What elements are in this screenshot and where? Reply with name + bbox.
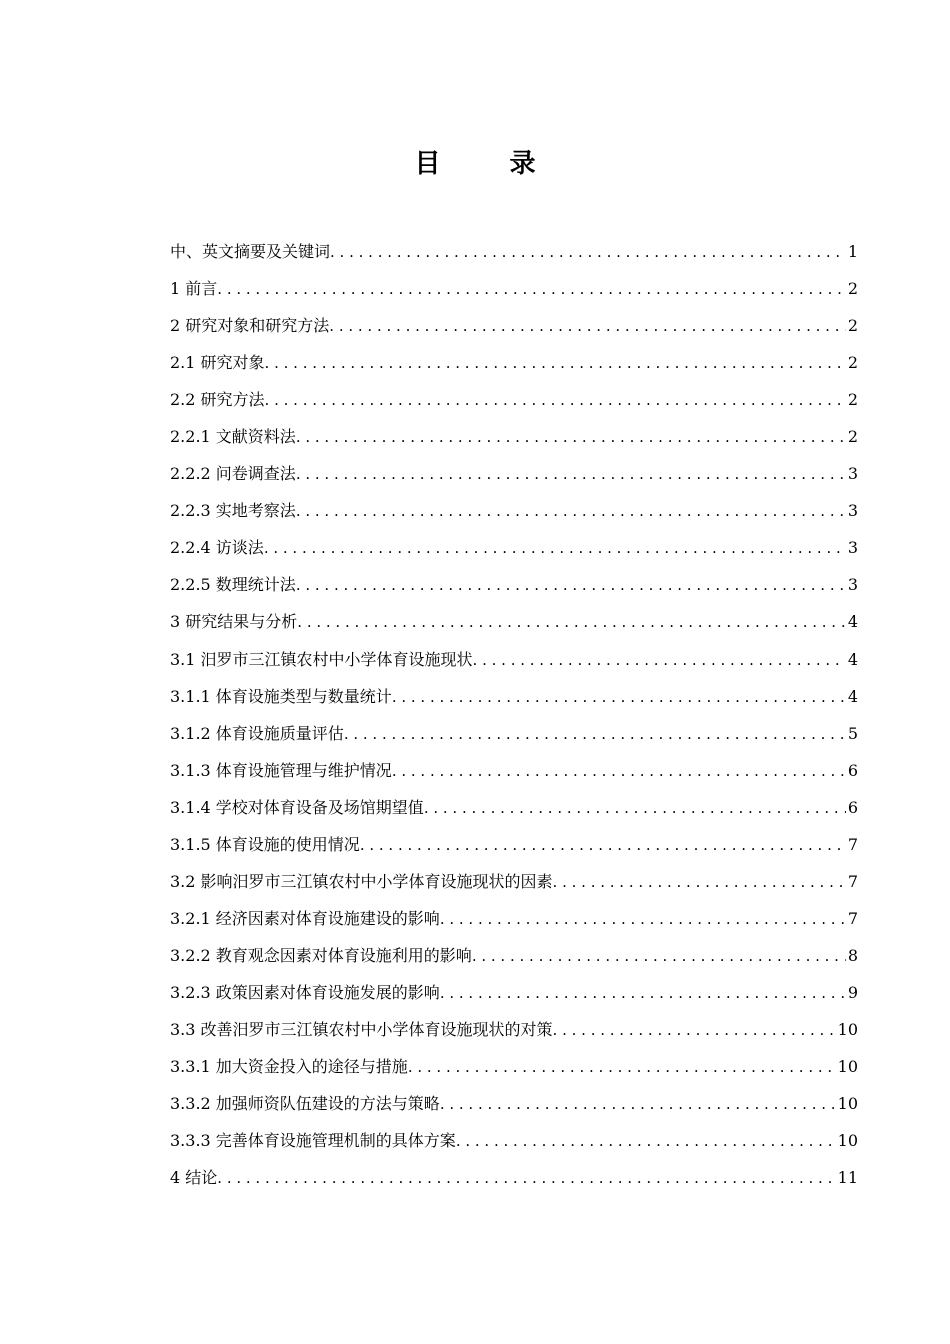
toc-dot-leader — [296, 573, 846, 597]
toc-entry-text: 2 研究对象和研究方法 — [170, 316, 330, 336]
toc-entry-page-number: 3 — [847, 575, 858, 595]
toc-entry-text: 3.2.2 教育观念因素对体育设施利用的影响 — [170, 945, 472, 965]
toc-entry-page-number: 10 — [837, 1131, 858, 1151]
toc-entry[interactable] — [170, 499, 858, 536]
toc-entry[interactable] — [170, 1018, 858, 1055]
toc-entry-text: 3.3.3 完善体育设施管理机制的具体方案 — [170, 1131, 456, 1151]
toc-entry[interactable] — [170, 610, 858, 647]
toc-entry[interactable] — [170, 685, 858, 722]
toc-entry[interactable] — [170, 759, 858, 796]
toc-dot-leader — [330, 240, 846, 264]
toc-dot-leader — [456, 1129, 836, 1153]
toc-entry-page-number: 3 — [847, 501, 858, 521]
toc-dot-leader — [296, 499, 846, 523]
toc-entry-text: 3.1.4 学校对体育设备及场馆期望值 — [170, 797, 424, 817]
toc-dot-leader — [392, 685, 846, 709]
toc-entry-text: 3.1.1 体育设施类型与数量统计 — [170, 686, 392, 706]
toc-dot-leader — [408, 1055, 836, 1079]
toc-entry[interactable] — [170, 573, 858, 610]
toc-entry-page-number: 3 — [847, 464, 858, 484]
toc-entry-text: 3.2.3 政策因素对体育设施发展的影响 — [170, 982, 440, 1002]
toc-entry-text: 3.1.2 体育设施质量评估 — [170, 723, 344, 743]
toc-entry[interactable] — [170, 536, 858, 573]
toc-entry-text: 中、英文摘要及关键词 — [170, 242, 331, 261]
toc-entry[interactable] — [170, 981, 858, 1018]
toc-entry-page-number: 6 — [847, 797, 858, 817]
toc-entry-page-number: 2 — [847, 390, 858, 410]
toc-dot-leader — [265, 388, 846, 412]
toc-dot-leader — [360, 833, 846, 857]
toc-dot-leader — [217, 1166, 835, 1190]
toc-entry[interactable] — [170, 907, 858, 944]
toc-entry-page-number: 10 — [837, 1094, 858, 1114]
toc-entry[interactable] — [170, 796, 858, 833]
toc-dot-leader — [296, 462, 846, 486]
toc-entry-page-number: 8 — [847, 945, 858, 965]
toc-entry[interactable] — [170, 425, 858, 462]
toc-entry-text: 1 前言 — [170, 279, 218, 299]
toc-entry-page-number: 3 — [847, 538, 858, 558]
toc-dot-leader — [553, 1018, 836, 1042]
toc-entry-page-number: 5 — [847, 723, 858, 743]
toc-entry[interactable] — [170, 462, 858, 499]
toc-dot-leader — [392, 759, 846, 783]
toc-entry-text: 2.2 研究方法 — [170, 390, 265, 410]
toc-entry-page-number: 1 — [847, 242, 858, 261]
toc-entry-page-number: 4 — [847, 612, 858, 632]
toc-entry-text: 2.2.5 数理统计法 — [170, 575, 296, 595]
toc-entry-page-number: 2 — [847, 353, 858, 373]
toc-entry[interactable] — [170, 388, 858, 425]
toc-entry-text: 2.2.4 访谈法 — [170, 538, 264, 558]
toc-entry-text: 3.1.5 体育设施的使用情况 — [170, 834, 360, 854]
toc-entry-page-number: 7 — [847, 908, 858, 928]
toc-entry-text: 3.1 汨罗市三江镇农村中小学体育设施现状 — [170, 649, 473, 669]
toc-dot-leader — [473, 648, 846, 672]
toc-dot-leader — [440, 907, 846, 931]
toc-dot-leader — [440, 1092, 836, 1116]
toc-entry-page-number: 9 — [847, 982, 858, 1002]
page-title: 目 录 — [414, 149, 566, 179]
toc-entry-page-number: 11 — [837, 1168, 858, 1188]
toc-entry-page-number: 4 — [847, 686, 858, 706]
toc-entry[interactable] — [170, 870, 858, 907]
toc-dot-leader — [264, 536, 846, 560]
toc-dot-leader — [472, 944, 846, 968]
toc-dot-leader — [440, 981, 846, 1005]
toc-entry[interactable] — [170, 944, 858, 981]
toc-entry[interactable] — [170, 1129, 858, 1166]
toc-entry-text: 2.2.1 文献资料法 — [170, 427, 296, 447]
toc-entry-page-number: 6 — [847, 760, 858, 780]
toc-entry-page-number: 10 — [837, 1019, 858, 1039]
toc-dot-leader — [265, 351, 846, 375]
toc-entry-text: 3.3.2 加强师资队伍建设的方法与策略 — [170, 1094, 440, 1114]
toc-entry-page-number: 7 — [847, 834, 858, 854]
toc-entry-text: 2.1 研究对象 — [170, 353, 265, 373]
toc-entry-text: 3 研究结果与分析 — [170, 612, 298, 632]
toc-entry[interactable] — [170, 833, 858, 870]
toc-entry-text: 3.2.1 经济因素对体育设施建设的影响 — [170, 908, 440, 928]
toc-entry-page-number: 2 — [847, 316, 858, 336]
toc-dot-leader — [296, 425, 846, 449]
toc-entry-page-number: 2 — [847, 279, 858, 299]
toc-entry-page-number: 7 — [847, 871, 858, 891]
toc-list — [170, 240, 858, 1203]
toc-entry-text: 3.3 改善汨罗市三江镇农村中小学体育设施现状的对策 — [170, 1019, 553, 1039]
toc-entry[interactable] — [170, 1055, 858, 1092]
toc-entry-text: 3.2 影响汨罗市三江镇农村中小学体育设施现状的因素 — [170, 871, 553, 891]
toc-entry-page-number: 2 — [847, 427, 858, 447]
toc-entry-page-number: 4 — [847, 649, 858, 669]
toc-entry[interactable] — [170, 1092, 858, 1129]
toc-entry-text: 4 结论 — [170, 1168, 218, 1188]
toc-entry[interactable] — [170, 314, 858, 351]
toc-entry[interactable] — [170, 240, 858, 277]
toc-entry[interactable] — [170, 722, 858, 759]
toc-dot-leader — [344, 722, 846, 746]
toc-dot-leader — [424, 796, 846, 820]
toc-dot-leader — [329, 314, 846, 338]
toc-entry-text: 2.2.2 问卷调查法 — [170, 464, 296, 484]
toc-entry-text: 2.2.3 实地考察法 — [170, 501, 296, 521]
toc-entry-text: 3.3.1 加大资金投入的途径与措施 — [170, 1057, 408, 1077]
toc-entry-page-number: 10 — [837, 1057, 858, 1077]
toc-dot-leader — [553, 870, 846, 894]
toc-entry[interactable] — [170, 1166, 858, 1203]
toc-entry[interactable] — [170, 351, 858, 388]
toc-entry-text: 3.1.3 体育设施管理与维护情况 — [170, 760, 392, 780]
toc-dot-leader — [297, 610, 846, 634]
toc-dot-leader — [217, 277, 846, 301]
toc-entry[interactable] — [170, 648, 858, 685]
toc-entry[interactable] — [170, 277, 858, 314]
